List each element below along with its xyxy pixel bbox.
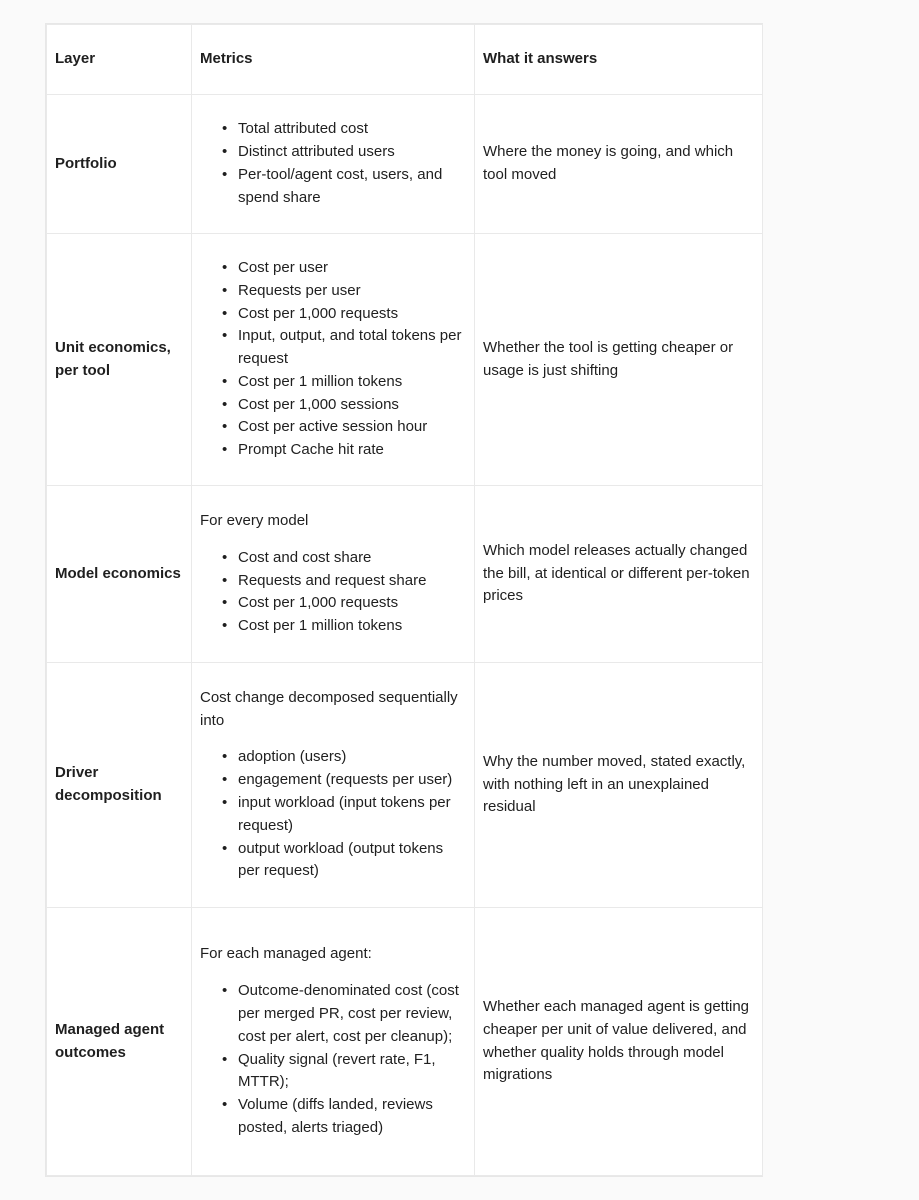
answers-cell: Whether the tool is getting cheaper or usage is just shifting <box>475 234 763 486</box>
metric-item: • Cost per 1,000 requests <box>230 303 466 326</box>
answers-cell: Which model releases actually changed the bill, at identical or different per-token prices <box>475 486 763 663</box>
header-metrics: Metrics <box>192 25 475 95</box>
metrics-cell <box>192 95 475 234</box>
metrics-cell <box>192 908 475 1176</box>
metrics-table <box>46 24 763 1176</box>
metric-item: • Distinct attributed users <box>230 141 466 164</box>
answers-cell: Where the money is going, and which tool moved <box>475 95 763 234</box>
metric-item: • Cost per 1,000 requests <box>230 592 466 615</box>
table-row <box>47 486 763 663</box>
metrics-list <box>200 257 466 462</box>
metric-item: • Cost per active session hour <box>230 416 466 439</box>
metric-item: • Cost per 1,000 sessions <box>230 394 466 417</box>
metric-item: • Quality signal (revert rate, F1, MTTR); <box>230 1049 466 1095</box>
answers-cell: Why the number moved, stated exactly, with nothing left in an unexplained residual <box>475 663 763 908</box>
metrics-list <box>200 746 466 883</box>
metric-item: • engagement (requests per user) <box>230 769 466 792</box>
metrics-list <box>200 118 466 209</box>
metrics-intro: For each managed agent: <box>200 945 372 963</box>
table-row <box>47 234 763 486</box>
metric-item: • Cost per 1 million tokens <box>230 615 466 638</box>
header-layer: Layer <box>47 25 192 95</box>
metric-item: • Prompt Cache hit rate <box>230 439 466 462</box>
layer-cell: Driver decomposition <box>47 663 192 908</box>
metric-item: • Input, output, and total tokens per request <box>230 325 466 371</box>
table-header-row <box>47 25 763 95</box>
layer-cell: Portfolio <box>47 95 192 234</box>
metrics-list <box>200 980 466 1140</box>
metrics-intro: For every model <box>200 512 309 529</box>
table-row <box>47 663 763 908</box>
metric-item: • input workload (input tokens per request) <box>230 792 466 838</box>
metric-item: • Volume (diffs landed, reviews posted, alerts triaged) <box>230 1094 466 1140</box>
answers-cell: Whether each managed agent is getting cheaper per unit of value delivered, and whether quality holds through model migrations <box>475 908 763 1176</box>
layer-cell: Managed agent outcomes <box>47 908 192 1176</box>
metrics-cell <box>192 486 475 663</box>
metric-item: • Total attributed cost <box>230 118 466 141</box>
metric-item: • Outcome-denominated cost (cost per merged PR, cost per review, cost per alert, cost per cleanup); <box>230 980 466 1048</box>
metrics-list <box>200 547 466 638</box>
table-row <box>47 908 763 1176</box>
layer-cell: Unit economics, per tool <box>47 234 192 486</box>
metrics-table-container <box>45 23 763 1177</box>
metric-item: • output workload (output tokens per request) <box>230 838 466 884</box>
metric-item: • Per-tool/agent cost, users, and spend share <box>230 164 466 210</box>
metrics-cell <box>192 234 475 486</box>
metrics-intro: Cost change decomposed sequentially into <box>200 688 458 729</box>
metrics-cell <box>192 663 475 908</box>
header-answers: What it answers <box>475 25 763 95</box>
metric-item: • adoption (users) <box>230 746 466 769</box>
metric-item: • Cost and cost share <box>230 547 466 570</box>
table-row <box>47 95 763 234</box>
metric-item: • Requests per user <box>230 280 466 303</box>
metric-item: • Cost per user <box>230 257 466 280</box>
metric-item: • Requests and request share <box>230 570 466 593</box>
layer-cell: Model economics <box>47 486 192 663</box>
metric-item: • Cost per 1 million tokens <box>230 371 466 394</box>
